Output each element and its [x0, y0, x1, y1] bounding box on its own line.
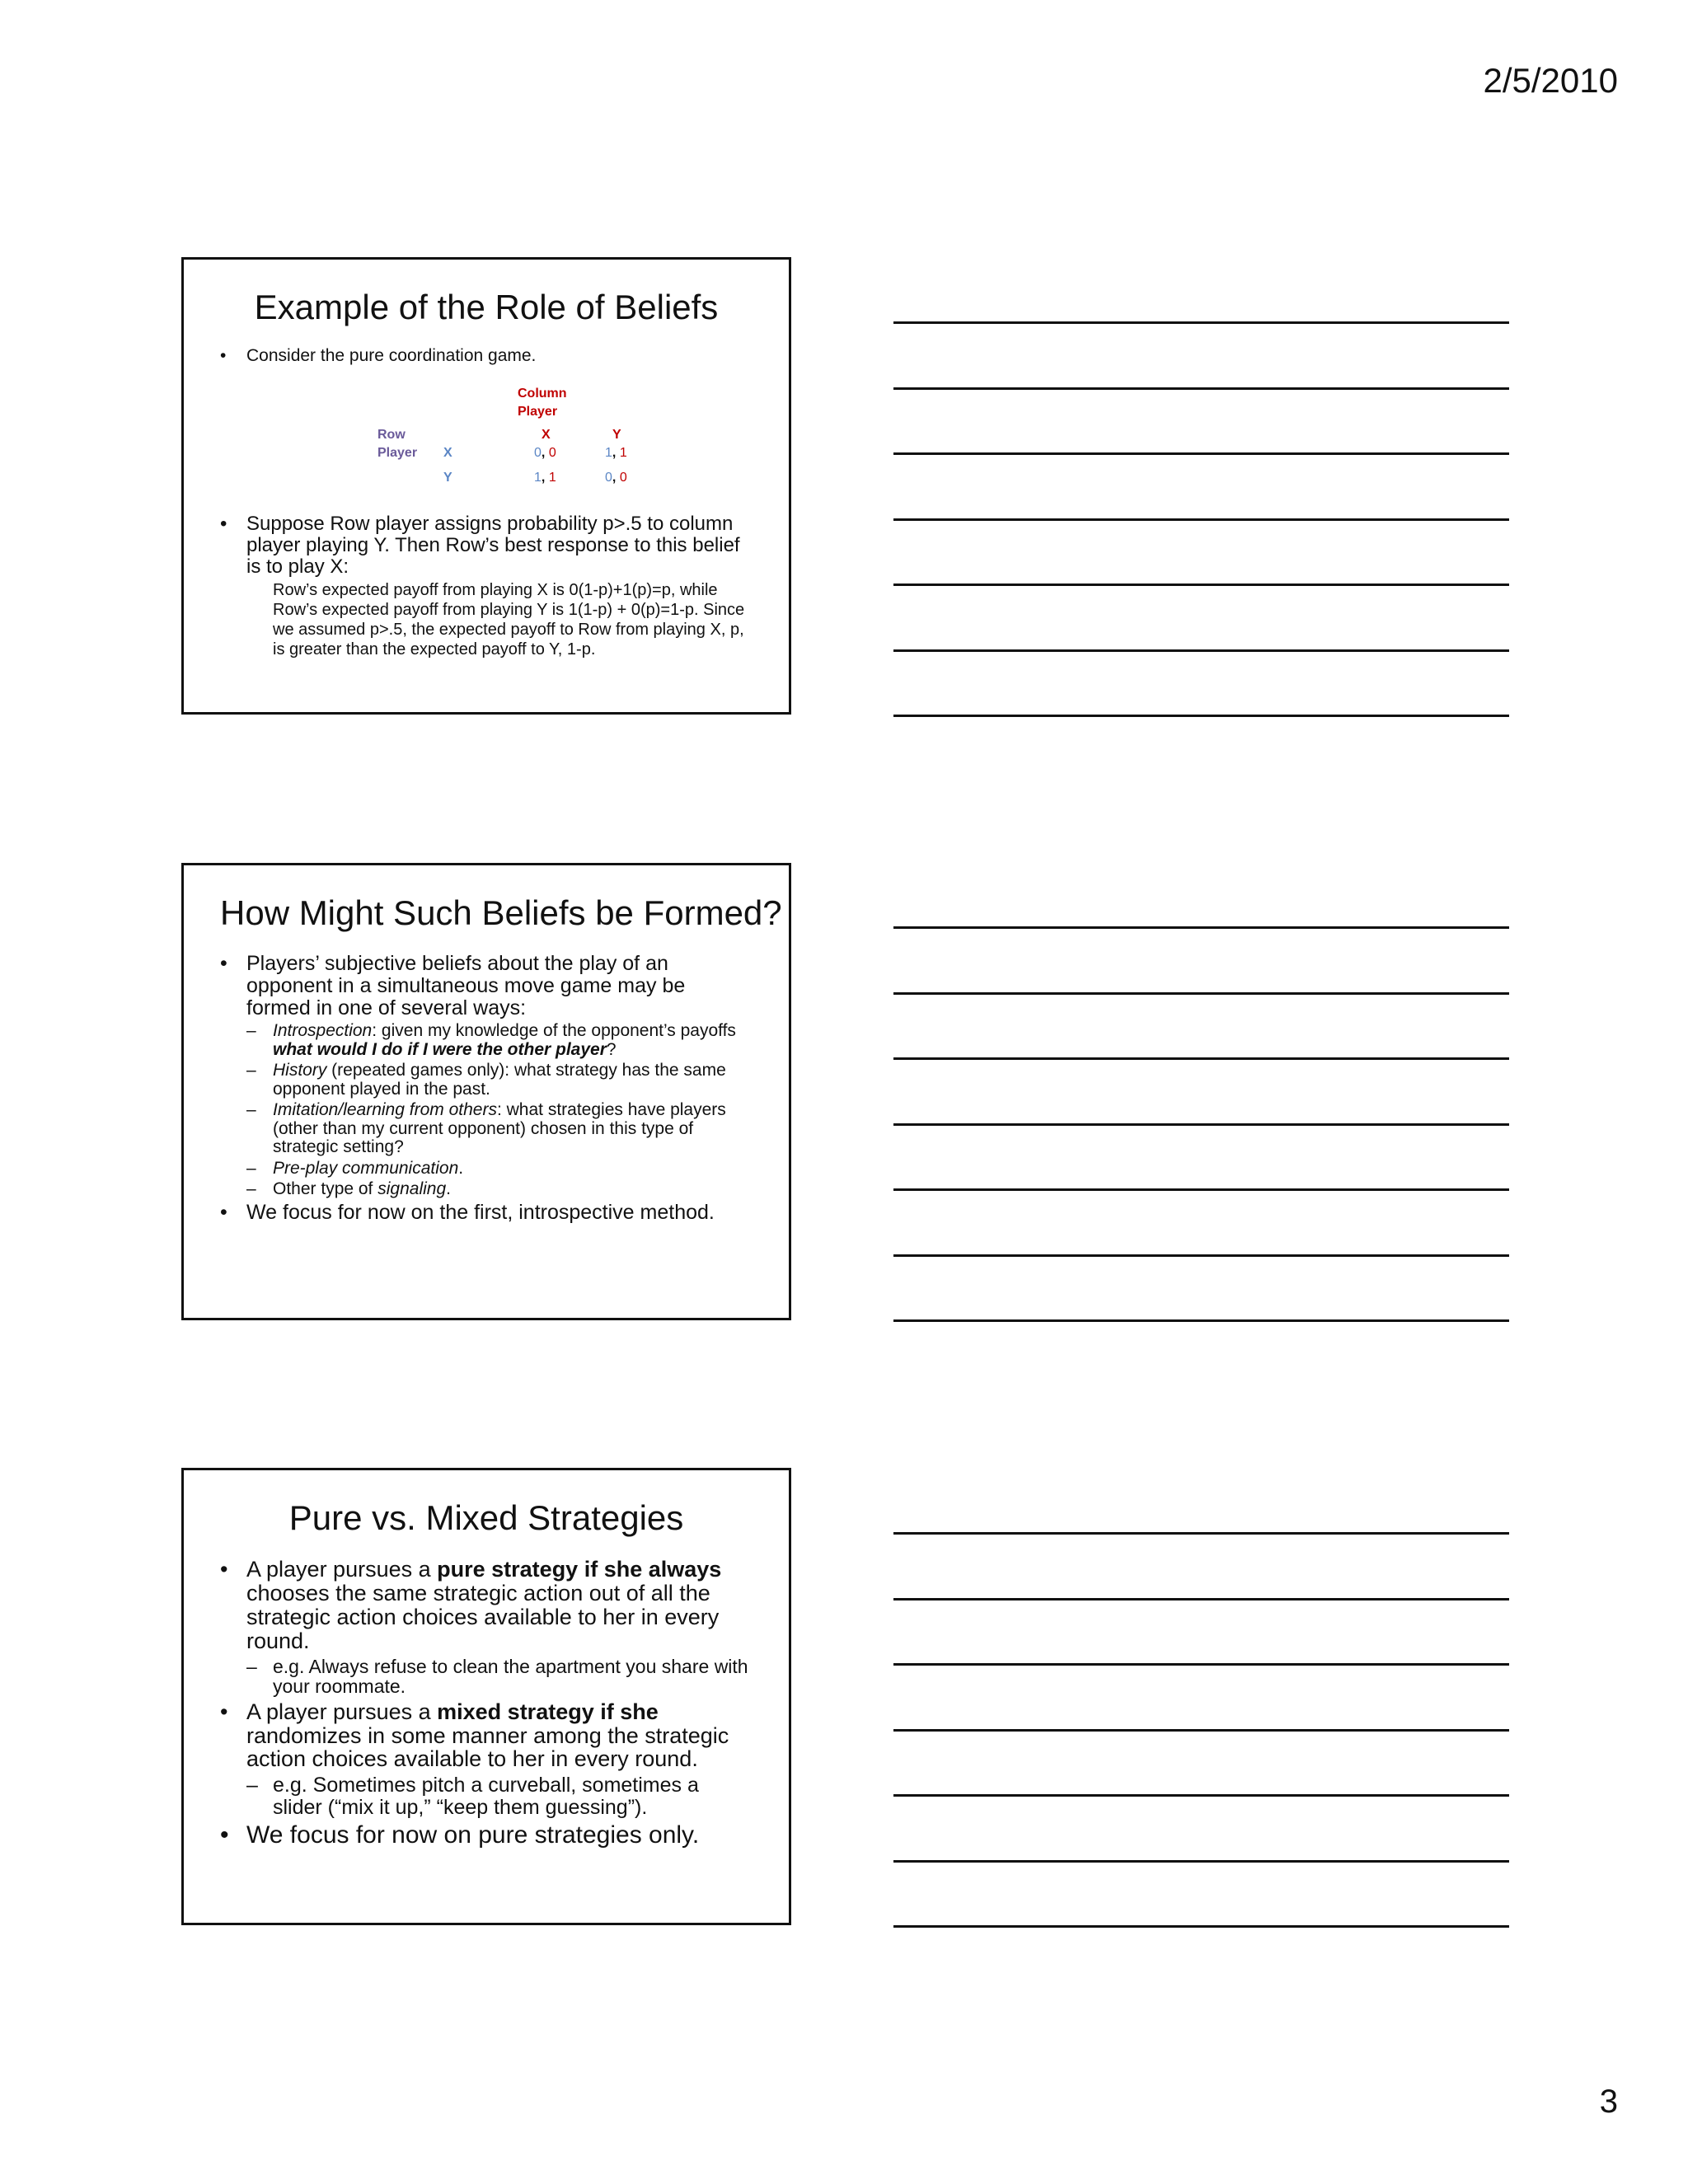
slide-title: Example of the Role of Beliefs — [254, 288, 719, 326]
column-strategy-x: X — [542, 428, 551, 443]
note-line — [893, 1729, 1509, 1732]
bullet-mixed-strategy: • A player pursues a mixed strategy if she randomizes in some manner among the strategic action choices available to her in every round. – e.g. Sometimes pitch a curveball, sometimes a slider (“mix it up,” “keep them guessing”). — [220, 1700, 753, 1819]
note-line — [893, 1598, 1509, 1601]
row-player-label-2: Player — [377, 446, 418, 461]
note-line — [893, 321, 1509, 324]
sub-bullet-list — [246, 1774, 753, 1819]
payoff-cell-yy: 0, 0 — [605, 471, 627, 485]
sub-bullet-history: – History (repeated games only): what strategy has the same opponent played in the past. — [246, 1062, 753, 1099]
slide-thumbnail-2 — [181, 863, 791, 1320]
note-line — [893, 992, 1509, 995]
note-line — [893, 715, 1509, 717]
bullet-item: • Players’ subjective beliefs about the play of an opponent in a simultaneous move game may be formed in one of several ways: – Introspection: given my knowledge of the opponent’s payoffs what would I do if I were the other player? – History (repeated games only): what strategy has the same opponent played in the past. – Imitation/learning from others: what strategies have players (other than my current opponent) chosen in this type of strategic setting? – Pre-play communication. – Other type of signaling. — [220, 953, 753, 1198]
note-line — [893, 518, 1509, 521]
sub-bullet-list — [246, 1022, 753, 1198]
sub-bullet-example: – e.g. Sometimes pitch a curveball, sometimes a slider (“mix it up,” “keep them guessing”). — [246, 1774, 753, 1819]
note-line — [893, 1794, 1509, 1797]
bullet-list — [220, 513, 753, 577]
bullet-pure-strategy: • A player pursues a pure strategy if she always chooses the same strategic action out of all the strategic action choices available to her in every round. – e.g. Always refuse to clean the apartment you share with your roommate. — [220, 1558, 753, 1697]
note-line — [893, 649, 1509, 652]
note-line — [893, 387, 1509, 390]
page-date: 2/5/2010 — [1483, 61, 1618, 100]
sub-bullet-imitation: – Imitation/learning from others: what strategies have players (other than my current opponent) chosen in this type of strategic setting? — [246, 1101, 753, 1156]
note-line — [893, 452, 1509, 455]
bullet-item: • We focus for now on pure strategies only. — [220, 1822, 753, 1849]
bullet-item: • Suppose Row player assigns probability p>.5 to column player playing Y. Then Row’s best response to this belief is to play X: — [220, 513, 753, 577]
note-line — [893, 1123, 1509, 1126]
note-line — [893, 583, 1509, 586]
sub-bullet-preplay: – Pre-play communication. — [246, 1160, 753, 1178]
note-line — [893, 1925, 1509, 1928]
column-strategy-y: Y — [612, 428, 621, 443]
note-line — [893, 1057, 1509, 1060]
note-line — [893, 1663, 1509, 1666]
slide-title: How Might Such Beliefs be Formed? — [220, 893, 782, 932]
payoff-cell-yx: 1, 1 — [534, 471, 556, 485]
sub-bullet-introspection: – Introspection: given my knowledge of the opponent’s payoffs what would I do if I were the other player? — [246, 1022, 753, 1059]
row-strategy-y: Y — [443, 471, 452, 485]
note-line — [893, 1188, 1509, 1191]
bullet-item: • We focus for now on the first, introspective method. — [220, 1202, 753, 1224]
slide-title: Pure vs. Mixed Strategies — [288, 1498, 684, 1537]
sub-bullet-example: – e.g. Always refuse to clean the apartment you share with your roommate. — [246, 1657, 753, 1697]
payoff-matrix — [220, 387, 753, 502]
sub-bullet-signaling: – Other type of signaling. — [246, 1180, 753, 1198]
note-line — [893, 1532, 1509, 1535]
slide-thumbnail-3 — [181, 1468, 791, 1925]
bullet-item: • Consider the pure coordination game. — [220, 347, 753, 365]
bullet-list — [220, 1558, 753, 1849]
note-line — [893, 1319, 1509, 1322]
column-player-label-2: Player — [518, 405, 558, 419]
note-line — [893, 1254, 1509, 1257]
payoff-cell-xy: 1, 1 — [605, 446, 627, 461]
note-line — [893, 1860, 1509, 1863]
page-number: 3 — [1599, 2083, 1618, 2120]
payoff-cell-xx: 0, 0 — [534, 446, 556, 461]
column-player-label-1: Column — [518, 387, 567, 401]
bullet-list — [220, 953, 753, 1224]
note-line — [893, 926, 1509, 929]
bullet-list — [220, 347, 753, 365]
row-player-label-1: Row — [377, 428, 406, 443]
explanation-paragraph: Row’s expected payoff from playing X is 0(1-p)+1(p)=p, while Row’s expected payoff from playing Y is 1(1-p) + 0(p)=1-p. Since we assumed p>.5, the expected payoff to Row from playing X, p, is greater than the expected payoff to Y, 1-p. — [273, 581, 745, 659]
row-strategy-x: X — [443, 446, 452, 461]
slide-thumbnail-1 — [181, 257, 791, 715]
sub-bullet-list — [246, 1657, 753, 1697]
